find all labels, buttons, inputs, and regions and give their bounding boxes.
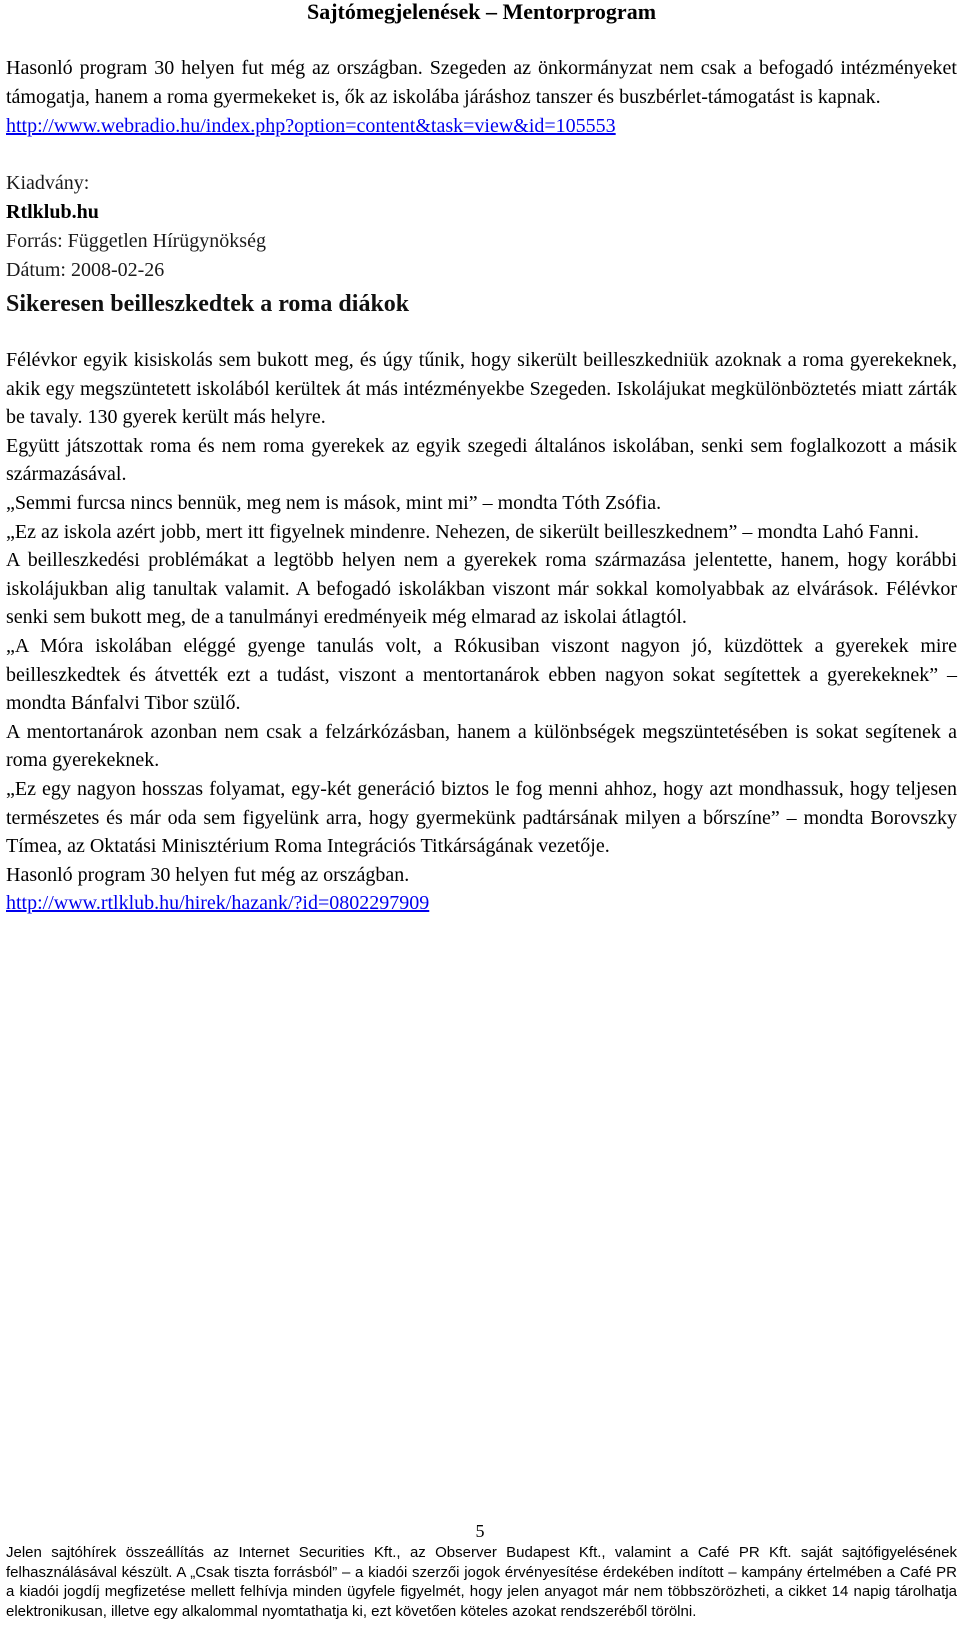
intro-paragraph: Hasonló program 30 helyen fut még az országban. Szegeden az önkormányzat nem csak a befogadó intézményeket támogatja, hanem a roma gyermekeket is, ők az iskolába járáshoz tanszer és buszbérlet-támogatást is kapnak. [6,57,957,108]
datum-line: Dátum: 2008-02-26 [6,259,165,281]
article-paragraph: „A Móra iskolában eléggé gyenge tanulás volt, a Rókusiban viszont nagyon jó, küzdöttek a gyerekek mire beilleszkedtek és átvették ezt a tudást, viszont a mentortanárok ebben nagyon sokat segítettek a gyerekeknek” – mondta Bánfalvi Tibor szülő. [6,634,957,715]
kiadvany-label: Kiadvány: [6,172,90,194]
article-paragraph: Együtt játszottak roma és nem roma gyerekek az egyik szegedi általános iskolában, senki sem foglalkozott a másik származásával. [6,434,957,486]
page-number: 5 [475,1521,485,1541]
article-link-line [6,889,957,918]
article-body [6,346,957,918]
rtlklub-link[interactable]: http://www.rtlklub.hu/hirek/hazank/?id=0802297909 [6,892,430,915]
publication-meta [6,169,957,319]
intro-section [6,54,957,141]
article-paragraph: A beilleszkedési problémákat a legtöbb helyen nem a gyerekek roma származása jelentette, hanem, hogy korábbi iskolájukban alig tanultak valamit. A befogadó iskolákban viszont már sokkal komolyabbak az elvárások. Félévkor senki sem bukott meg, de a tanulmányi eredményeik még elmarad az iskolai átlagtól. [6,549,957,629]
article-paragraph: „Ez egy nagyon hosszas folyamat, egy-két generáció biztos le fog menni ahhoz, hogy azt mondhassuk, hogy teljesen természetes és már oda sem figyelünk arra, hogy gyermekünk padtársának milyen a bőrszíne” – mondta Borovszky Tímea, az Oktatási Minisztérium Roma Integrációs Titkárságának vezetője. [6,777,957,858]
article-paragraph: „Semmi furcsa nincs bennük, meg nem is mások, mint mi” – mondta Tóth Zsófia. [6,491,662,514]
forras-line: Forrás: Független Hírügynökség [6,230,266,252]
article-paragraph: „Ez az iskola azért jobb, mert itt figyelnek mindenre. Nehezen, de sikerült beilleszkednem” – mondta Lahó Fanni. [6,520,920,543]
article-paragraph: Hasonló program 30 helyen fut még az országban. [6,863,410,886]
intro-link-line [6,112,957,141]
document-page [6,0,957,918]
kiadvany-value: Rtlklub.hu [6,201,99,223]
article-paragraph: Félévkor egyik kisiskolás sem bukott meg, és úgy tűnik, hogy sikerült beilleszkedniük azoknak a roma gyerekeknek, akik egy megszüntetett iskolából kerültek át más intézményekbe Szegeden. Iskolájukat megkülönböztetés miatt zárták be tavaly. 130 gyerek került más helyre. [6,349,957,429]
webradio-link[interactable]: http://www.webradio.hu/index.php?option=content&task=view&id=105553 [6,115,616,137]
page-header-title: Sajtómegjelenések – Mentorprogram [306,0,657,24]
footer-disclaimer: Jelen sajtóhírek összeállítás az Internet Securities Kft., az Observer Budapest Kft., valamint a Café PR Kft. saját sajtófigyelésének felhasználásával készült. A „Csak tiszta forrásból” – a kiadói szerzői jogok érvényesítése érdekében indított – kampány értelmében a Café PR a kiadói jogdíj megfizetése mellett felhívja minden ügyfele figyelmét, hogy jelen anyagot már nem többszörözheti, a cikket 14 napig tárolhatja elektronikusan, illetve egy alkalommal nyomtathatja ki, ezt követően köteles azokat rendszeréből törölni. [6,1544,957,1620]
article-title: Sikeresen beilleszkedtek a roma diákok [6,291,410,317]
article-paragraph: A mentortanárok azonban nem csak a felzárkózásban, hanem a különbségek megszüntetésében is sokat segítenek a roma gyerekeknek. [6,720,957,772]
